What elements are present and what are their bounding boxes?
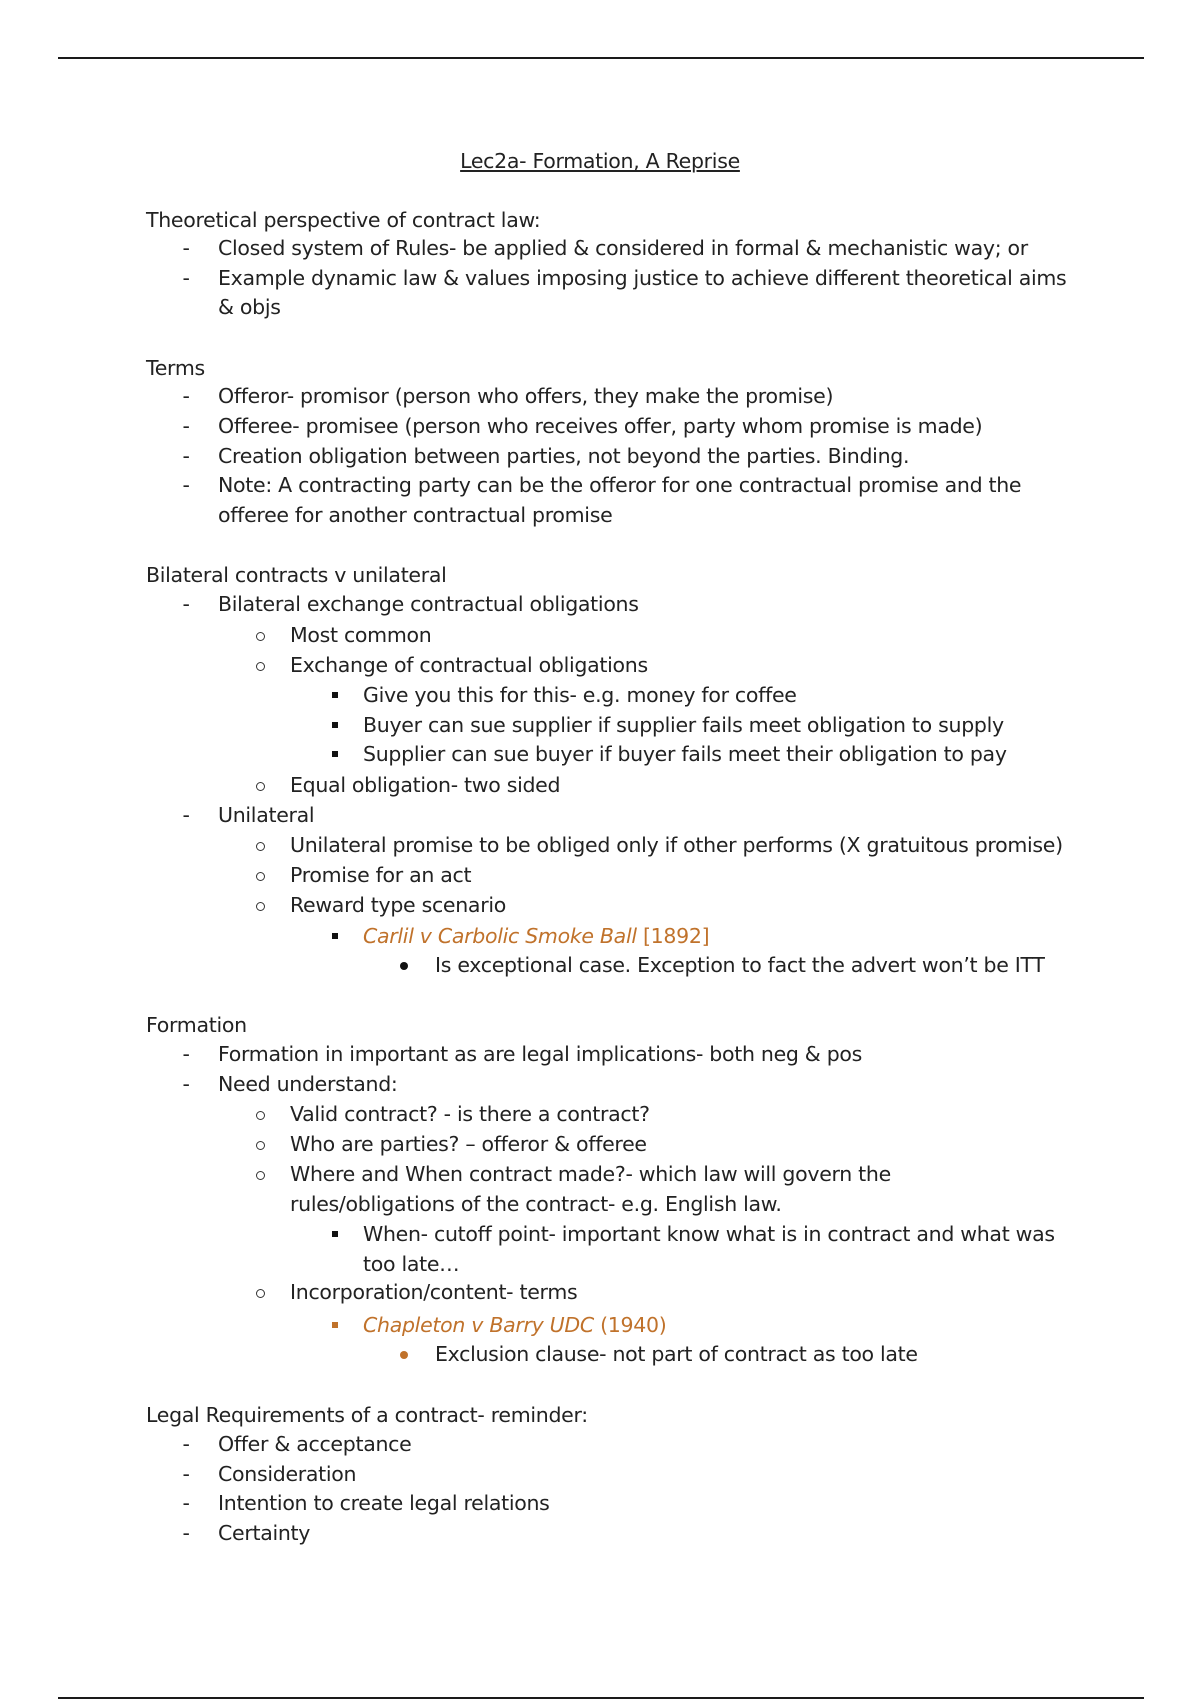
list-item: Supplier can sue buyer if buyer fails meet their obligation to pay [363, 742, 1007, 766]
case-year: [1892] [642, 924, 710, 948]
round-bullet-icon [400, 1351, 408, 1359]
case-citation [363, 921, 709, 951]
circle-bullet-icon [256, 902, 265, 911]
list-item: Certainty [218, 1521, 311, 1545]
list-item: Unilateral promise to be obliged only if other performs (X gratuitous promise) [290, 833, 1063, 857]
case-citation [363, 1310, 666, 1340]
square-bullet-icon [332, 692, 338, 698]
list-item: Offeror- promisor (person who offers, they make the promise) [218, 384, 834, 408]
list-item: Valid contract? - is there a contract? [290, 1102, 650, 1126]
list-item: Offeree- promisee (person who receives offer, party whom promise is made) [218, 414, 983, 438]
square-bullet-icon [332, 722, 338, 728]
case-year: (1940) [600, 1313, 667, 1337]
square-bullet-icon [332, 1231, 338, 1237]
section-heading-terms: Terms [146, 356, 205, 380]
list-item: When- cutoff point- important know what is in contract and what was [363, 1222, 1055, 1246]
list-item: Creation obligation between parties, not beyond the parties. Binding. [218, 444, 910, 468]
section-heading-requirements: Legal Requirements of a contract- reminder: [146, 1403, 588, 1427]
dash-bullet: - [182, 1072, 190, 1096]
section-heading-bilateral: Bilateral contracts v unilateral [146, 563, 447, 587]
list-item: Intention to create legal relations [218, 1491, 550, 1515]
list-item-continuation: rules/obligations of the contract- e.g. English law. [290, 1192, 782, 1216]
section-heading-formation: Formation [146, 1013, 247, 1037]
list-item: Note: A contracting party can be the offeror for one contractual promise and the [218, 473, 1022, 497]
list-item: Who are parties? – offeror & offeree [290, 1132, 647, 1156]
header-rule [58, 57, 1144, 59]
list-item: Reward type scenario [290, 893, 506, 917]
list-item: Equal obligation- two sided [290, 773, 561, 797]
list-item: Need understand: [218, 1072, 398, 1096]
section-heading-theory: Theoretical perspective of contract law: [146, 208, 541, 232]
circle-bullet-icon [256, 1171, 265, 1180]
list-item-continuation: too late… [363, 1252, 460, 1276]
list-item: Where and When contract made?- which law will govern the [290, 1162, 891, 1186]
circle-bullet-icon [256, 1111, 265, 1120]
list-item: Closed system of Rules- be applied & considered in formal & mechanistic way; or [218, 236, 1028, 260]
dash-bullet: - [182, 444, 190, 468]
list-item: Bilateral exchange contractual obligations [218, 592, 639, 616]
list-item: Example dynamic law & values imposing justice to achieve different theoretical aims [218, 266, 1067, 290]
list-item: Is exceptional case. Exception to fact the advert won’t be ITT [435, 953, 1045, 977]
circle-bullet-icon [256, 1289, 265, 1298]
list-item: Unilateral [218, 803, 315, 827]
circle-bullet-icon [256, 842, 265, 851]
list-item: Exchange of contractual obligations [290, 653, 648, 677]
square-bullet-icon [332, 933, 338, 939]
list-item: Offer & acceptance [218, 1432, 412, 1456]
circle-bullet-icon [256, 632, 265, 641]
list-item: Formation in important as are legal implications- both neg & pos [218, 1042, 863, 1066]
dash-bullet: - [182, 1491, 190, 1515]
list-item: Give you this for this- e.g. money for coffee [363, 683, 797, 707]
dash-bullet: - [182, 266, 190, 290]
dash-bullet: - [182, 1462, 190, 1486]
list-item-continuation: offeree for another contractual promise [218, 503, 613, 527]
square-bullet-icon [332, 751, 338, 757]
circle-bullet-icon [256, 1141, 265, 1150]
dash-bullet: - [182, 1521, 190, 1545]
list-item-continuation: & objs [218, 295, 281, 319]
dash-bullet: - [182, 803, 190, 827]
list-item: Consideration [218, 1462, 357, 1486]
dash-bullet: - [182, 473, 190, 497]
round-bullet-icon [400, 962, 408, 970]
dash-bullet: - [182, 1432, 190, 1456]
case-name: Carlil v Carbolic Smoke Ball [363, 924, 637, 948]
circle-bullet-icon [256, 872, 265, 881]
square-bullet-icon [332, 1322, 338, 1328]
list-item: Buyer can sue supplier if supplier fails meet obligation to supply [363, 713, 1004, 737]
footer-rule [58, 1697, 1144, 1699]
dash-bullet: - [182, 414, 190, 438]
dash-bullet: - [182, 592, 190, 616]
dash-bullet: - [182, 236, 190, 260]
case-name: Chapleton v Barry UDC [363, 1313, 594, 1337]
page-title: Lec2a- Formation, A Reprise [460, 149, 740, 173]
dash-bullet: - [182, 384, 190, 408]
circle-bullet-icon [256, 782, 265, 791]
circle-bullet-icon [256, 662, 265, 671]
dash-bullet: - [182, 1042, 190, 1066]
list-item: Exclusion clause- not part of contract as too late [435, 1342, 918, 1366]
list-item: Incorporation/content- terms [290, 1280, 578, 1304]
list-item: Most common [290, 623, 432, 647]
list-item: Promise for an act [290, 863, 472, 887]
